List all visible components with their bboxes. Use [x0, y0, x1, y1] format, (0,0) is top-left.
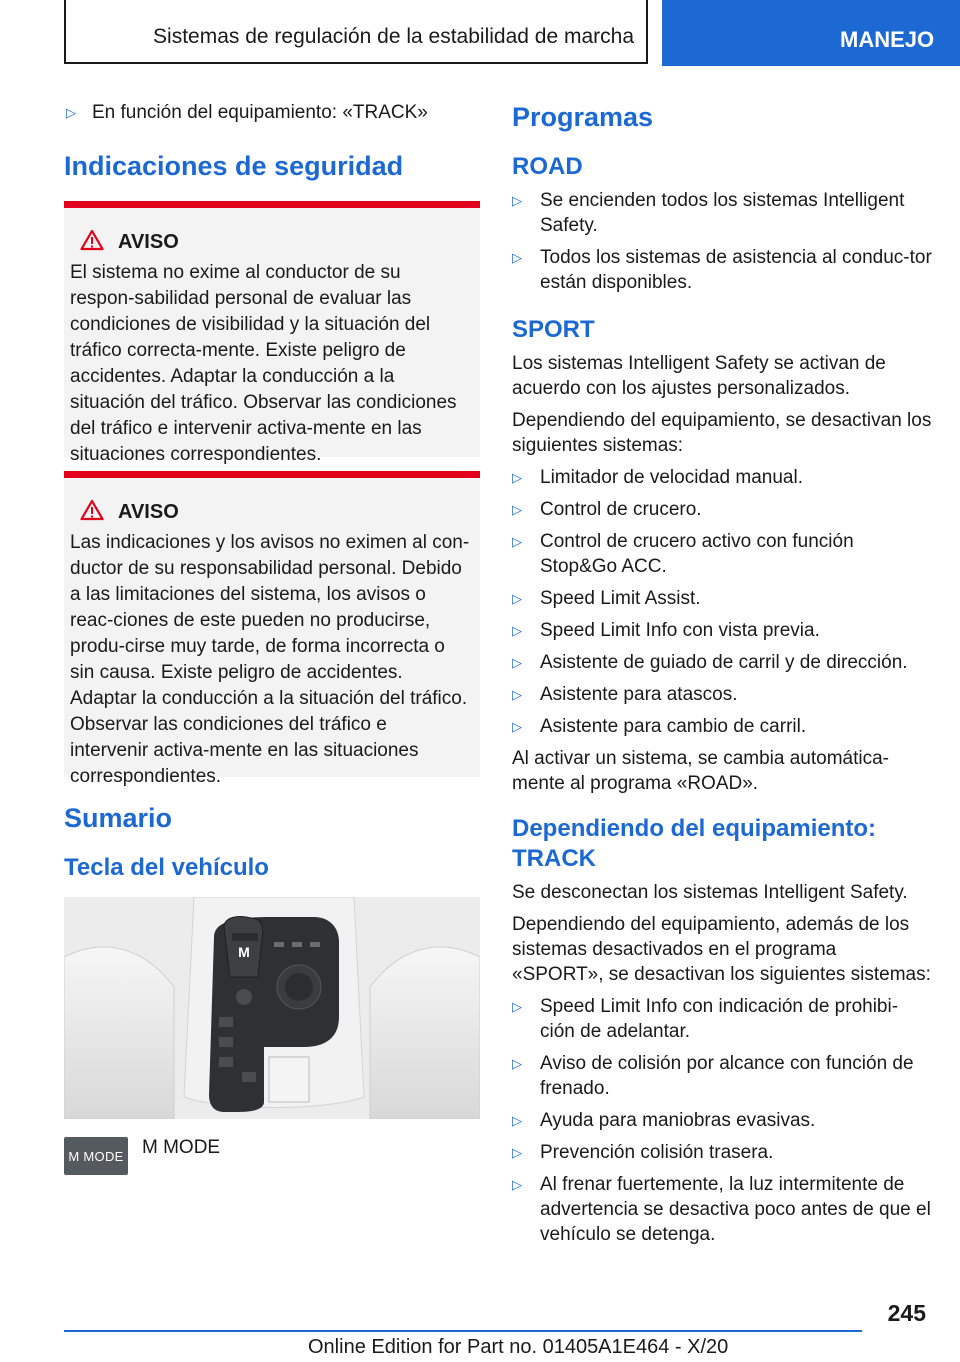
- warning-text: Las indicaciones y los avisos no eximen al con-ductor de su responsabilidad personal. Debido a las limitaciones del sistema, los avisos o reac-ciones de este pueden no producirse, produ-cirse muy tarde, de forma incorrecta o sin causa. Existe peligro de accidentes. Adaptar la conducción a la situación del tráfico. Observar las condiciones del tráfico e intervenir activa-mente en las situaciones correspondientes.: [70, 532, 470, 787]
- section-heading: Indicaciones de seguridad: [64, 151, 404, 181]
- list-item: [512, 529, 932, 579]
- list-item: [512, 994, 932, 1044]
- subsection-heading: Tecla del vehículo: [64, 854, 269, 881]
- road-list: [512, 188, 932, 295]
- triangle-bullet-icon: ▷: [66, 105, 76, 120]
- triangle-bullet-icon: ▷: [512, 502, 522, 517]
- paragraph: Al activar un sistema, se cambia automática-mente al programa «ROAD».: [512, 748, 889, 794]
- m-mode-button-icon: M MODE: [64, 1137, 128, 1175]
- right-column: [512, 100, 932, 1254]
- warning-label: AVISO: [118, 230, 179, 253]
- warning-label: AVISO: [118, 500, 179, 523]
- warning-box: [64, 201, 480, 465]
- list-item-text: Control de crucero.: [540, 499, 702, 520]
- warning-box: [64, 471, 480, 787]
- triangle-bullet-icon: ▷: [512, 1177, 522, 1192]
- sport-list: [512, 465, 932, 739]
- center-console-figure: [64, 897, 480, 1119]
- chapter-tab: MANEJO: [662, 0, 960, 66]
- list-item: [512, 465, 932, 490]
- list-item-text: Todos los sistemas de asistencia al conduc-tor están disponibles.: [540, 247, 932, 293]
- list-item-text: Asistente para cambio de carril.: [540, 716, 807, 737]
- list-item: [64, 100, 480, 125]
- list-item: [512, 1051, 932, 1101]
- list-item-text: Speed Limit Assist.: [540, 588, 701, 609]
- list-item-text: Speed Limit Info con indicación de prohibi-ción de adelantar.: [540, 996, 899, 1042]
- warning-text: El sistema no exime al conductor de su respon-sabilidad personal de evaluar las condiciones de visibilidad y la situación del tráfico correcta-mente. Existe peligro de accidentes. Adaptar la conducción a la situación del tráfico. Observar las condiciones del tráfico e intervenir activa-mente en las situaciones correspondientes.: [70, 262, 457, 465]
- paragraph: Se desconectan los sistemas Intelligent Safety.: [512, 882, 908, 903]
- footer-divider: [64, 1330, 862, 1332]
- list-item-text: Aviso de colisión por alcance con función de frenado.: [540, 1053, 914, 1099]
- triangle-bullet-icon: ▷: [512, 1056, 522, 1071]
- list-item-text: Control de crucero activo con función Stop&Go ACC.: [540, 531, 854, 577]
- section-heading: Programas: [512, 102, 654, 132]
- triangle-bullet-icon: ▷: [512, 193, 522, 208]
- list-item-text: Se encienden todos los sistemas Intelligent Safety.: [540, 190, 905, 236]
- list-item: [512, 1108, 932, 1133]
- list-item-text: Ayuda para maniobras evasivas.: [540, 1110, 816, 1131]
- warning-triangle-icon: [70, 229, 110, 256]
- footer-edition: Online Edition for Part no. 01405A1E464 - X/20: [308, 1336, 729, 1358]
- triangle-bullet-icon: ▷: [512, 655, 522, 670]
- list-item: [512, 188, 932, 238]
- triangle-bullet-icon: ▷: [512, 999, 522, 1014]
- subsection-heading: Dependiendo del equipamiento: TRACK: [512, 815, 877, 872]
- list-item: [512, 1140, 932, 1165]
- list-item: [512, 586, 932, 611]
- key-legend-row: [64, 1137, 480, 1175]
- list-item-text: En función del equipamiento: «TRACK»: [92, 102, 428, 123]
- list-item: [512, 245, 932, 295]
- figure-logo: M: [238, 944, 250, 960]
- triangle-bullet-icon: ▷: [512, 1145, 522, 1160]
- triangle-bullet-icon: ▷: [512, 623, 522, 638]
- subsection-heading: ROAD: [512, 153, 583, 180]
- triangle-bullet-icon: ▷: [512, 1113, 522, 1128]
- triangle-bullet-icon: ▷: [512, 470, 522, 485]
- list-item: [512, 618, 932, 643]
- triangle-bullet-icon: ▷: [512, 591, 522, 606]
- list-item-text: Limitador de velocidad manual.: [540, 467, 803, 488]
- list-item: [512, 714, 932, 739]
- triangle-bullet-icon: ▷: [512, 719, 522, 734]
- list-item: [512, 650, 932, 675]
- list-item-text: Al frenar fuertemente, la luz intermitente de advertencia se desactiva poco antes de que el vehículo se detenga.: [540, 1174, 931, 1245]
- track-list: [512, 994, 932, 1247]
- subsection-heading: SPORT: [512, 316, 595, 343]
- warning-header: [70, 498, 470, 526]
- paragraph: Dependiendo del equipamiento, se desactivan los siguientes sistemas:: [512, 410, 932, 456]
- warning-triangle-icon: [70, 499, 110, 526]
- paragraph: Los sistemas Intelligent Safety se activan de acuerdo con los ajustes personalizados.: [512, 353, 886, 399]
- page-number: 245: [887, 1300, 926, 1326]
- triangle-bullet-icon: ▷: [512, 534, 522, 549]
- list-item-text: Asistente de guiado de carril y de dirección.: [540, 652, 908, 673]
- triangle-bullet-icon: ▷: [512, 687, 522, 702]
- running-header: [64, 0, 648, 64]
- warning-header: [70, 228, 470, 256]
- m-mode-label: M MODE: [142, 1137, 221, 1158]
- list-item-text: Speed Limit Info con vista previa.: [540, 620, 820, 641]
- header-title: Sistemas de regulación de la estabilidad de marcha: [153, 25, 634, 48]
- list-item-text: Asistente para atascos.: [540, 684, 738, 705]
- paragraph: Dependiendo del equipamiento, además de los sistemas desactivados en el programa «SPORT», se desactivan los siguientes sistemas:: [512, 914, 931, 985]
- section-heading: Sumario: [64, 803, 173, 833]
- list-item: [512, 497, 932, 522]
- list-item: [512, 1172, 932, 1247]
- list-item-text: Prevención colisión trasera.: [540, 1142, 774, 1163]
- triangle-bullet-icon: ▷: [512, 250, 522, 265]
- left-column: [64, 100, 480, 1175]
- list-item: [512, 682, 932, 707]
